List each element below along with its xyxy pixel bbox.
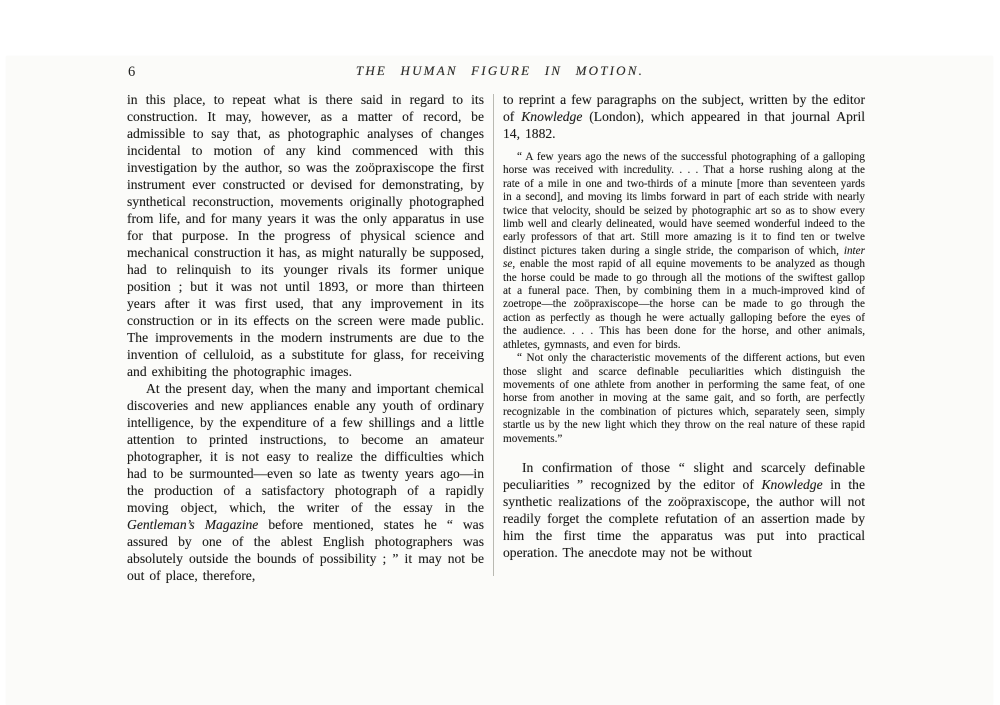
paragraph: At the present day, when the many and important chemical discoveries and new appliances enable any youth of ordinary intelligence, by the expenditure of a few shillings and a little attention to printed instructions, to become an amateur photographer, it is not easy to realize the difficulties which had to be surmounted—even so late as twenty years ago—in the production of a satisfactory photograph of a rapidly moving object, which, the writer of the essay in the Gentleman’s Magazine before mentioned, states he “ was assured by one of the ablest English photographers was absolutely outside the bounds of possibility ; ” it may not be out of place, therefore, — [127, 381, 484, 583]
block-quote — [503, 151, 865, 446]
page-header — [0, 63, 1000, 83]
text-columns — [127, 91, 875, 584]
left-column — [127, 91, 484, 584]
page-number: 6 — [128, 64, 136, 80]
quote-paragraph: “ A few years ago the news of the successful photographing of a galloping horse was received with incredulity. . . . That a horse rushing along at the rate of a mile in one and two-thirds of a minute [more than seventeen yards in a second], and moving its limbs forward in part of each stride with nearly twice that velocity, should be seized by photographic art so as to show every limb well and clearly delineated, would have seemed wonderful indeed to the early professors of that art. Still more amazing is it to find ten or twelve distinct pictures taken during a single stride, the comparison of which, inter se, enable the most rapid of all equine movements to be analyzed as though the horse could be made to go through all the motions of the swiftest gallop at a funeral pace. Then, by combining them in a much-improved kind of zoetrope—the zoöpraxiscope—the horse can be made to go through the action as perfectly as though he were actually galloping before the eyes of the audience. . . . This has been done for the horse, and other animals, athletes, gymnasts, and even for birds. — [503, 151, 865, 351]
paragraph: In confirmation of those “ slight and scarcely definable peculiarities ” recognized by the editor of Knowledge in the synthetic realizations of the zoöpraxiscope, the author will not readily forget the complete refutation of an assertion made by him the first time the apparatus was put into practical operation. The anecdote may not be without — [503, 459, 865, 560]
paragraph: to reprint a few paragraphs on the subject, written by the editor of Knowledge (London), which appeared in that journal April 14, 1882. — [503, 92, 865, 141]
paragraph: in this place, to repeat what is there said in regard to its construction. It may, however, as a matter of record, be admissible to say that, as photographic analyses of changes incidental to motion of any kind commenced with this investigation by the author, so was the zoöpraxiscope the first instrument ever constructed or devised for demonstrating, by synthetical reconstruction, movements originally photographed from life, and for many years it was the only apparatus in use for that purpose. In the progress of physical science and mechanical construction it has, as might naturally be supposed, had to relinquish to its younger rivals its former unique position ; but it was not until 1893, or more than thirteen years after it was first used, that any improvement in its construction or in its effects on the screen were made public. The improvements in the modern instruments are due to the invention of celluloid, as a substitute for glass, for receiving and exhibiting the photographic images. — [127, 92, 484, 379]
column-divider-rule — [493, 94, 494, 576]
running-title: THE HUMAN FIGURE IN MOTION. — [355, 63, 645, 78]
quote-paragraph: “ Not only the characteristic movements of the different actions, but even those slight and scarce definable peculiarities which distinguish the movements of one athlete from another in performing the same feat, of one horse from another in moving at the same gait, and so forth, are perfectly recognizable in the combination of pictures which, separately seen, simply startle us by the new light which they throw on the real nature of these rapid movements.” — [503, 352, 865, 445]
right-column — [503, 91, 865, 584]
